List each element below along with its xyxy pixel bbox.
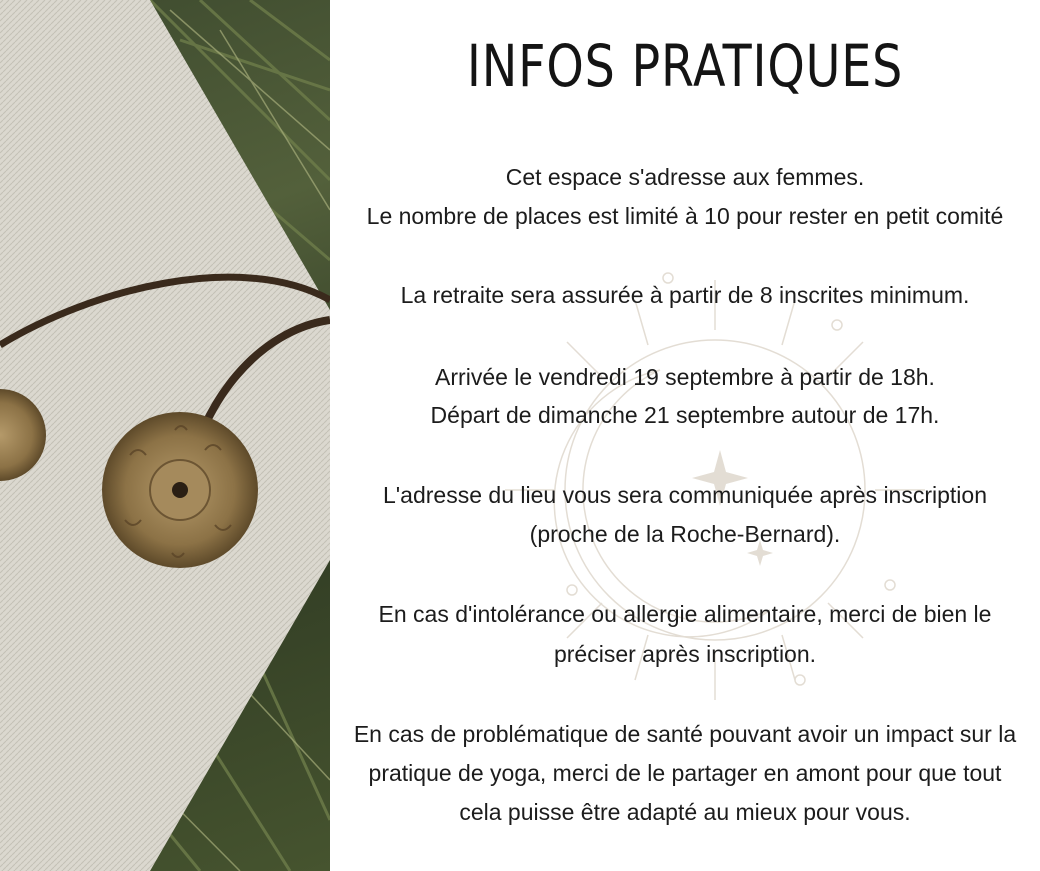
- page-title: INFOS PRATIQUES: [466, 32, 904, 100]
- text-line: cela puisse être adapté au mieux pour vous.: [459, 799, 911, 825]
- text-line: La retraite sera assurée à partir de 8 inscrites minimum.: [400, 282, 970, 308]
- text-line: Départ de dimanche 21 septembre autour de 17h.: [430, 402, 940, 428]
- text-line: Arrivée le vendredi 19 septembre à partir de 18h.: [435, 364, 935, 390]
- text-line: Cet espace s'adresse aux femmes.: [505, 164, 865, 190]
- text-line: L'adresse du lieu vous sera communiquée après inscription: [383, 482, 987, 508]
- info-panel: [330, 0, 1040, 871]
- text-line: pratique de yoga, merci de le partager en amont pour que tout: [368, 760, 1002, 786]
- text-line: préciser après inscription.: [553, 641, 817, 667]
- text-line: En cas d'intolérance ou allergie alimentaire, merci de bien le: [378, 601, 992, 627]
- text-line: (proche de la Roche-Bernard).: [529, 521, 841, 547]
- text-line: Le nombre de places est limité à 10 pour rester en petit comité: [366, 203, 1004, 229]
- text-line: En cas de problématique de santé pouvant avoir un impact sur la: [353, 721, 1017, 747]
- yoga-photo: [0, 0, 330, 871]
